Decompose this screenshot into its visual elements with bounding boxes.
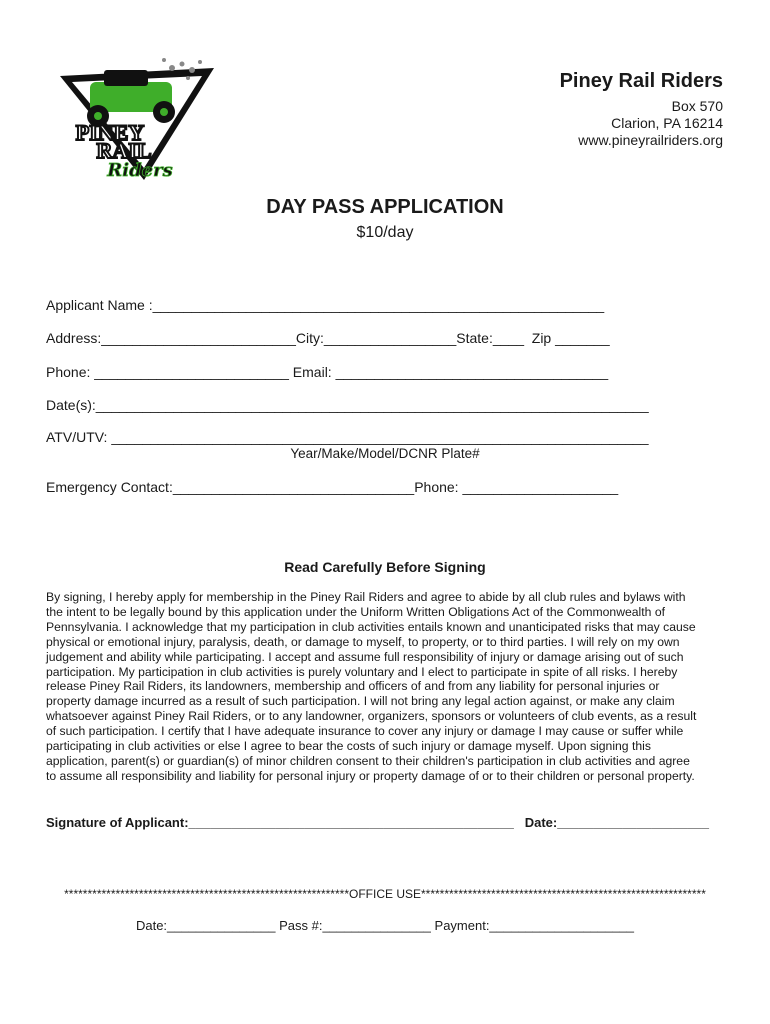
waiver-line: the intent to be legally bound by this application under the Uniform Written Obligations Act of the Commonwealth of [46,604,665,619]
waiver-line: to assume all responsibility and liability for personal injury or property damage of or to their children or personal property. [46,768,695,783]
dates-field[interactable]: Date(s):_______________________________________________________________________ [46,397,649,413]
logo-text-piney: PINEY [75,120,145,145]
office-use-banner: *************************************************************OFFICE USE************************************************************* [64,887,706,901]
phone-email-field[interactable]: Phone: _________________________ Email: ___________________________________ [46,364,609,380]
waiver-line: physical or emotional injury, paralysis, death, or damage to myself, to property, or to third parties. I will rely on my own [46,634,680,649]
waiver-text [46,590,726,784]
address-field[interactable]: Address:_________________________City:_________________State:____ Zip _______ [46,330,610,346]
org-name: Piney Rail Riders [559,70,723,92]
logo-text-rail: RAIL [96,138,152,163]
page-title: DAY PASS APPLICATION [266,196,504,218]
org-website[interactable]: www.pineyrailriders.org [578,132,723,148]
price: $10/day [356,224,414,241]
waiver-heading: Read Carefully Before Signing [284,559,486,575]
emergency-contact-field[interactable]: Emergency Contact:_______________________________Phone: ____________________ [46,479,619,495]
office-use-fields[interactable]: Date:_______________ Pass #:_______________ Payment:____________________ [135,918,635,933]
waiver-line: By signing, I hereby apply for membership in the Piney Rail Riders and agree to abide by all club rules and bylaws with [46,590,686,604]
org-city: Clarion, PA 16214 [611,115,723,131]
atv-caption: Year/Make/Model/DCNR Plate# [290,446,480,461]
waiver-line: of such participation. I certify that I have adequate insurance to cover any injury or damage I may cause or suffer while [46,724,684,739]
waiver-line: property damage incurred as a result of such participation. I will not bring any legal action against, or make any claim [46,694,675,709]
signature-field[interactable]: Signature of Applicant:_____________________________________________ Date:_____________________ [46,815,710,830]
logo-text-riders: Riders [107,160,173,181]
piney-rail-riders-logo [52,48,222,188]
waiver-line: judgement and ability while participating. I accept and assume full responsibility of injury or damage arising out of such [46,649,684,664]
waiver-line: release Piney Rail Riders, its landowners, membership and officers of and from any liability for personal injuries or [46,679,660,694]
org-box: Box 570 [671,98,723,114]
applicant-name-field[interactable]: Applicant Name :__________________________________________________________ [46,297,605,313]
waiver-line: Pennsylvania. I acknowledge that my participation in club activities entails known and unanticipated risks that may cause [46,619,696,634]
waiver-line: whatsoever against Piney Rail Riders, or to any landowner, organizers, sponsors or volunteers of club events, as a result [46,709,697,724]
waiver-line: application, parent(s) or guardian(s) of minor children consent to their children's participation in club activities and agree [46,753,690,768]
waiver-line: participation. My participation in club activities is purely voluntary and I elect to participate in spite of all risks. I hereby [46,664,678,679]
waiver-line: participating in club activities or else I agree to bear the costs of such injury or damage myself. Upon signing this [46,739,651,754]
atv-utv-field[interactable]: ATV/UTV: _____________________________________________________________________ [46,429,649,445]
